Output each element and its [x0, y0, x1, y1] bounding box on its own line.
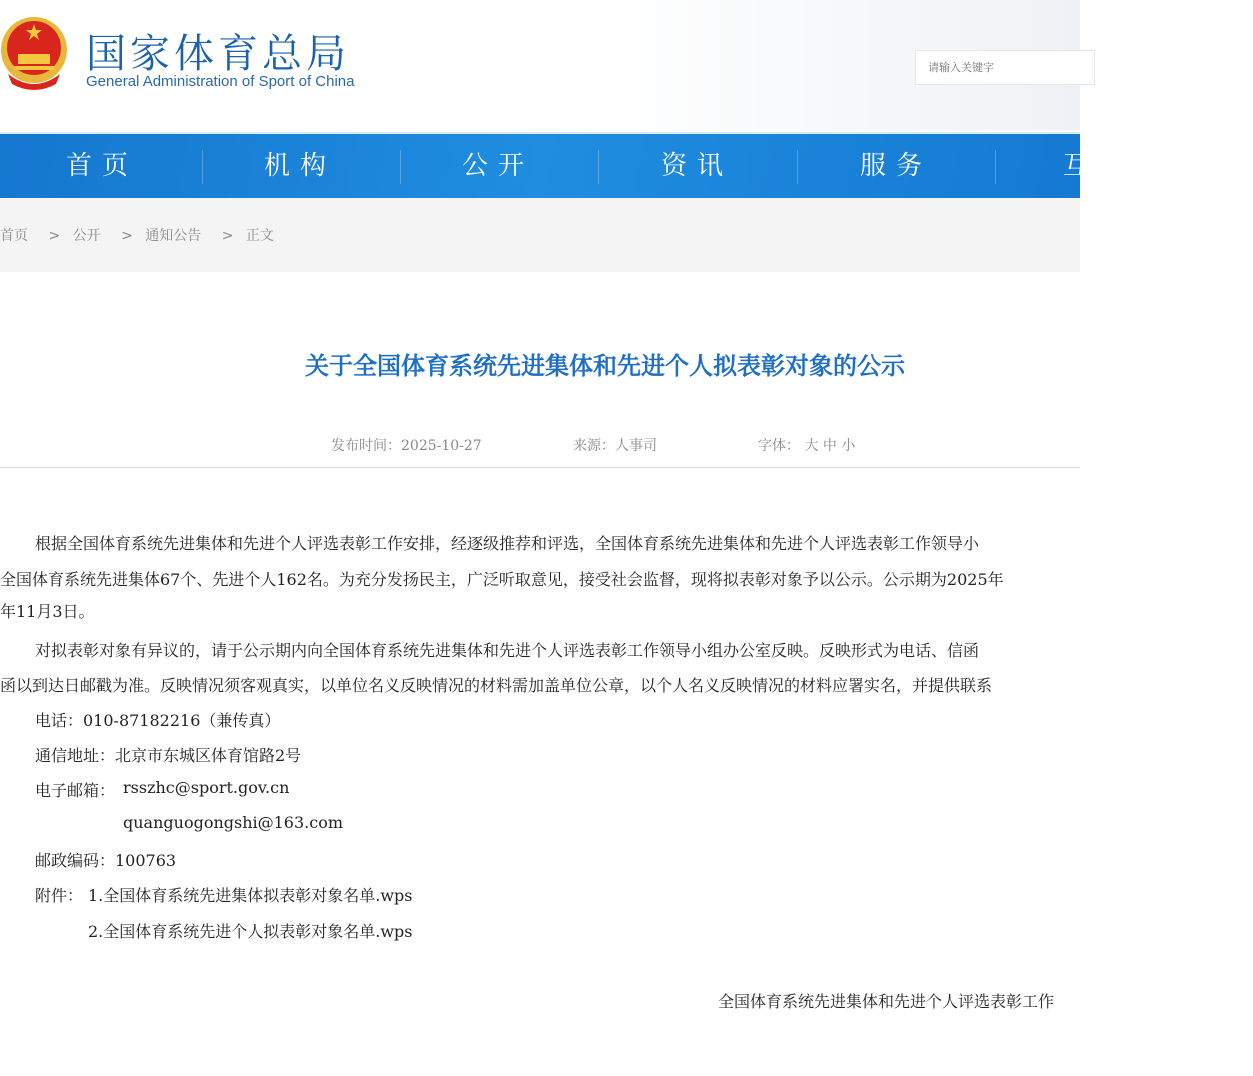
paragraph-line: 年11月3日。: [0, 602, 95, 621]
nav-divider: [797, 150, 798, 184]
divider: [0, 467, 1080, 468]
email-label: 电子邮箱：: [35, 781, 116, 800]
site-header: [0, 0, 1080, 130]
font-size-medium[interactable]: 中: [822, 438, 837, 454]
email-link-1[interactable]: rsszhc@sport.gov.cn: [123, 778, 290, 797]
breadcrumb: [0, 198, 1080, 272]
email-link-2[interactable]: quanguogongshi@163.com: [123, 813, 344, 832]
font-size-selector: [758, 435, 855, 455]
nav-divider: [400, 150, 401, 184]
font-size-large[interactable]: 大: [804, 438, 819, 454]
search-input[interactable]: [915, 50, 1095, 85]
breadcrumb-current: 正文: [245, 228, 274, 244]
publish-date: 发布时间：2025-10-27: [331, 438, 482, 454]
attachment-link-2[interactable]: 2.全国体育系统先进个人拟表彰对象名单.wps: [88, 922, 413, 941]
attachment-link-1[interactable]: 1.全国体育系统先进集体拟表彰对象名单.wps: [88, 886, 413, 905]
nav-divider: [202, 150, 203, 184]
breadcrumb-separator: >: [48, 228, 61, 244]
nav-organization[interactable]: 机构: [263, 151, 336, 181]
article-title: 关于全国体育系统先进集体和先进个人拟表彰对象的公示: [305, 352, 905, 380]
contact-phone: 电话：010-87182216（兼传真）: [35, 711, 281, 730]
site-name-cn[interactable]: 国家体育总局: [86, 31, 350, 77]
paragraph-line: 根据全国体育系统先进集体和先进个人评选表彰工作安排，经逐级推荐和评选，全国体育系统先进集体和先进个人评选表彰工作领导小: [35, 534, 980, 553]
breadcrumb-public[interactable]: 公开: [72, 228, 101, 244]
font-size-label: 字体：: [758, 438, 800, 454]
nav-news[interactable]: 资讯: [660, 151, 733, 181]
contact-postcode: 邮政编码：100763: [35, 851, 177, 870]
contact-address: 通信地址：北京市东城区体育馆路2号: [35, 746, 302, 765]
paragraph-line: 函以到达日邮戳为准。反映情况须客观真实，以单位名义反映情况的材料需加盖单位公章，以个人名义反映情况的材料应署实名，并提供联系: [0, 676, 993, 695]
signature: 全国体育系统先进集体和先进个人评选表彰工作: [718, 992, 1055, 1011]
nav-divider: [995, 150, 996, 184]
breadcrumb-notices[interactable]: 通知公告: [145, 228, 202, 244]
breadcrumb-separator: >: [121, 228, 133, 244]
nav-services[interactable]: 服务: [859, 151, 932, 181]
article-source: 来源：人事司: [573, 438, 657, 454]
nav-public[interactable]: 公开: [461, 151, 534, 181]
main-nav: [0, 132, 1100, 198]
breadcrumb-home[interactable]: 首页: [0, 228, 28, 244]
paragraph-line: 对拟表彰对象有异议的，请于公示期内向全国体育系统先进集体和先进个人评选表彰工作领导小组办公室反映。反映形式为电话、信函: [35, 641, 980, 660]
font-size-small[interactable]: 小: [841, 438, 856, 454]
nav-home[interactable]: 首页: [65, 151, 138, 181]
site-name-en: General Administration of Sport of China: [86, 73, 355, 90]
national-emblem-icon: [0, 14, 68, 90]
nav-interaction[interactable]: 互: [1063, 151, 1100, 181]
attachment-label: 附件：: [35, 886, 84, 905]
nav-divider: [598, 150, 599, 184]
breadcrumb-separator: >: [221, 228, 234, 244]
paragraph-line: 全国体育系统先进集体67个、先进个人162名。为充分发扬民主，广泛听取意见，接受社会监督，现将拟表彰对象予以公示。公示期为2025年: [0, 570, 1004, 589]
